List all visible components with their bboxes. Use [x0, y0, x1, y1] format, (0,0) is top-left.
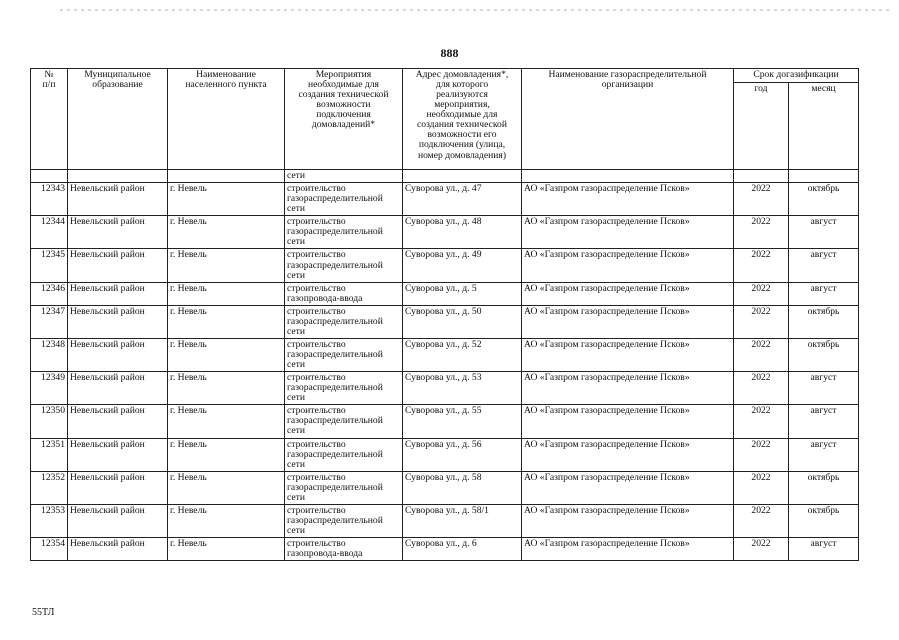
table-row [31, 249, 859, 282]
header-measures: Мероприятия необходимые для создания технической возможности подключения домовладений* [285, 69, 403, 170]
cell-org: АО «Газпром газораспределение Псков» [522, 504, 734, 537]
cell-month: август [789, 282, 859, 305]
cell-municipality: Невельский район [68, 338, 168, 371]
cell-locality: г. Невель [168, 305, 285, 338]
page-number: 888 [440, 46, 459, 60]
table-row [31, 305, 859, 338]
table-row [31, 538, 859, 561]
header-num: № п/п [31, 69, 68, 170]
cell-month: август [789, 538, 859, 561]
table-row [31, 183, 859, 216]
cell-measure: строительство газораспределительной сети [285, 183, 403, 216]
cell-month: август [789, 216, 859, 249]
continuation-text: сети [285, 170, 403, 183]
cell-measure: строительство газораспределительной сети [285, 504, 403, 537]
cell-address: Суворова ул., д. 5 [403, 282, 522, 305]
cell-year: 2022 [734, 471, 789, 504]
cell-org: АО «Газпром газораспределение Псков» [522, 282, 734, 305]
cell-num: 12351 [31, 438, 68, 471]
cell-year: 2022 [734, 438, 789, 471]
cell-locality: г. Невель [168, 504, 285, 537]
cell-address: Суворова ул., д. 55 [403, 405, 522, 438]
cell-num: 12343 [31, 183, 68, 216]
continuation-row [31, 170, 859, 183]
cell-num: 12352 [31, 471, 68, 504]
header-address: Адрес домовладения*, для которого реализуются мероприятия, необходимые для создания технической возможности его подключения (улица, номер домовладения) [403, 69, 522, 170]
cell-measure: строительство газораспределительной сети [285, 249, 403, 282]
table-row [31, 438, 859, 471]
cell-org: АО «Газпром газораспределение Псков» [522, 438, 734, 471]
cell-measure: строительство газораспределительной сети [285, 338, 403, 371]
cell-municipality: Невельский район [68, 438, 168, 471]
cell-month: август [789, 438, 859, 471]
table-row [31, 372, 859, 405]
cell-locality: г. Невель [168, 438, 285, 471]
cell-year: 2022 [734, 504, 789, 537]
cell-org: АО «Газпром газораспределение Псков» [522, 372, 734, 405]
table-row [31, 405, 859, 438]
cell-locality: г. Невель [168, 338, 285, 371]
cell-measure: строительство газопровода-ввода [285, 538, 403, 561]
cell-locality: г. Невель [168, 372, 285, 405]
cell-org: АО «Газпром газораспределение Псков» [522, 216, 734, 249]
cell-address: Суворова ул., д. 49 [403, 249, 522, 282]
cell-municipality: Невельский район [68, 282, 168, 305]
cell-month: август [789, 372, 859, 405]
cell-num: 12354 [31, 538, 68, 561]
gasification-table [30, 68, 859, 561]
cell-year: 2022 [734, 305, 789, 338]
cell-org: АО «Газпром газораспределение Псков» [522, 305, 734, 338]
cell-address: Суворова ул., д. 52 [403, 338, 522, 371]
table-row [31, 471, 859, 504]
cell-address: Суворова ул., д. 48 [403, 216, 522, 249]
cell-org: АО «Газпром газораспределение Псков» [522, 405, 734, 438]
cell-locality: г. Невель [168, 538, 285, 561]
cell-month: октябрь [789, 338, 859, 371]
cell-num: 12350 [31, 405, 68, 438]
cell-org: АО «Газпром газораспределение Псков» [522, 183, 734, 216]
cell-num: 12346 [31, 282, 68, 305]
cell-municipality: Невельский район [68, 405, 168, 438]
cell-address: Суворова ул., д. 50 [403, 305, 522, 338]
cell-address: Суворова ул., д. 47 [403, 183, 522, 216]
scan-edge-artifact [60, 9, 890, 11]
cell-org: АО «Газпром газораспределение Псков» [522, 249, 734, 282]
cell-year: 2022 [734, 405, 789, 438]
cell-measure: строительство газораспределительной сети [285, 438, 403, 471]
cell-address: Суворова ул., д. 53 [403, 372, 522, 405]
cell-locality: г. Невель [168, 282, 285, 305]
cell-municipality: Невельский район [68, 216, 168, 249]
cell-measure: строительство газораспределительной сети [285, 372, 403, 405]
cell-month: октябрь [789, 183, 859, 216]
header-locality: Наименование населенного пункта [168, 69, 285, 170]
cell-municipality: Невельский район [68, 538, 168, 561]
header-year: год [734, 83, 789, 170]
cell-measure: строительство газопровода-ввода [285, 282, 403, 305]
cell-year: 2022 [734, 372, 789, 405]
cell-year: 2022 [734, 183, 789, 216]
cell-year: 2022 [734, 216, 789, 249]
cell-month: октябрь [789, 504, 859, 537]
cell-measure: строительство газораспределительной сети [285, 471, 403, 504]
cell-month: август [789, 249, 859, 282]
cell-locality: г. Невель [168, 405, 285, 438]
cell-year: 2022 [734, 538, 789, 561]
cell-month: октябрь [789, 305, 859, 338]
cell-num: 12347 [31, 305, 68, 338]
cell-locality: г. Невель [168, 249, 285, 282]
table-row [31, 216, 859, 249]
cell-month: октябрь [789, 471, 859, 504]
cell-municipality: Невельский район [68, 249, 168, 282]
cell-municipality: Невельский район [68, 372, 168, 405]
table-row [31, 504, 859, 537]
cell-address: Суворова ул., д. 56 [403, 438, 522, 471]
cell-locality: г. Невель [168, 183, 285, 216]
footer-code: 55ТЛ [32, 607, 55, 618]
cell-address: Суворова ул., д. 6 [403, 538, 522, 561]
cell-municipality: Невельский район [68, 183, 168, 216]
header-org: Наименование газораспределительной организации [522, 69, 734, 170]
cell-measure: строительство газораспределительной сети [285, 405, 403, 438]
header-month: месяц [789, 83, 859, 170]
cell-measure: строительство газораспределительной сети [285, 305, 403, 338]
header-term: Срок догазификации [734, 69, 859, 83]
cell-num: 12353 [31, 504, 68, 537]
table-row [31, 338, 859, 371]
header-municipality: Муниципальное образование [68, 69, 168, 170]
cell-org: АО «Газпром газораспределение Псков» [522, 471, 734, 504]
cell-org: АО «Газпром газораспределение Псков» [522, 338, 734, 371]
cell-year: 2022 [734, 282, 789, 305]
cell-num: 12344 [31, 216, 68, 249]
table-row [31, 282, 859, 305]
cell-org: АО «Газпром газораспределение Псков» [522, 538, 734, 561]
cell-num: 12349 [31, 372, 68, 405]
cell-locality: г. Невель [168, 216, 285, 249]
cell-municipality: Невельский район [68, 305, 168, 338]
cell-municipality: Невельский район [68, 471, 168, 504]
cell-year: 2022 [734, 249, 789, 282]
cell-municipality: Невельский район [68, 504, 168, 537]
cell-num: 12345 [31, 249, 68, 282]
cell-year: 2022 [734, 338, 789, 371]
cell-address: Суворова ул., д. 58/1 [403, 504, 522, 537]
cell-num: 12348 [31, 338, 68, 371]
cell-month: август [789, 405, 859, 438]
cell-locality: г. Невель [168, 471, 285, 504]
cell-measure: строительство газораспределительной сети [285, 216, 403, 249]
cell-address: Суворова ул., д. 58 [403, 471, 522, 504]
